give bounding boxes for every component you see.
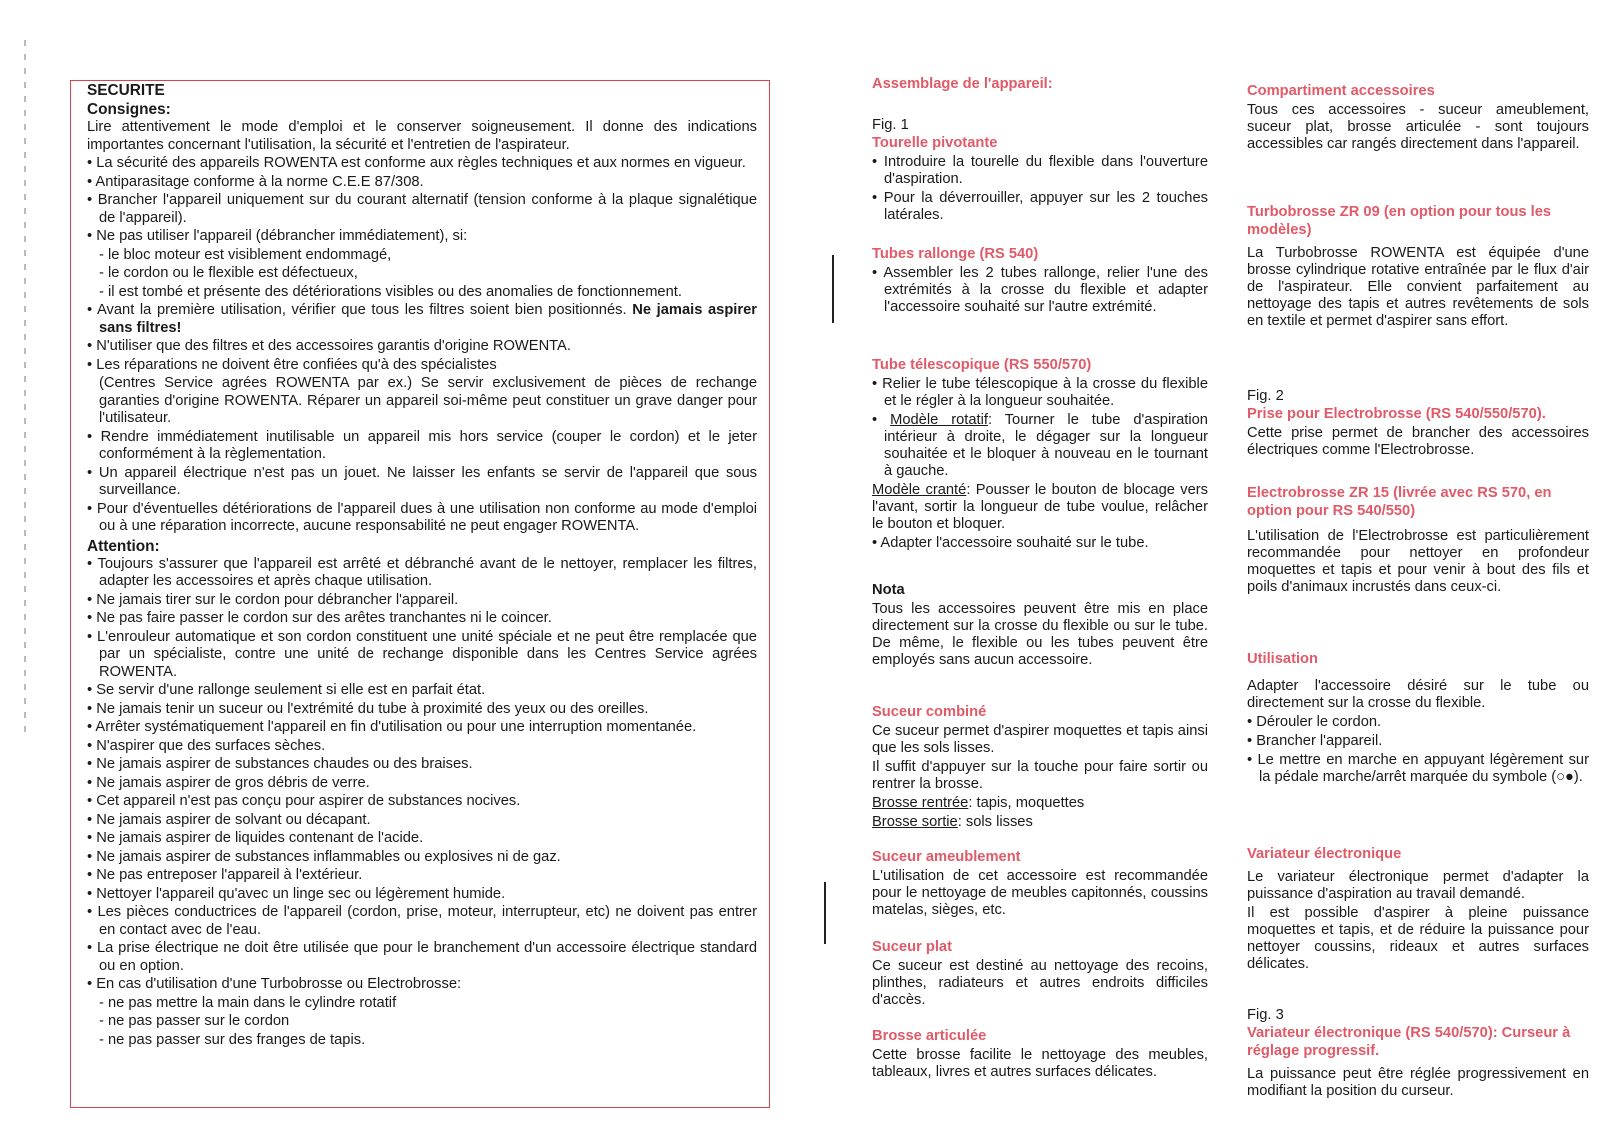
attention-item: • L'enrouleur automatique et son cordon constituent une unité spéciale et ne peut être remplacée que par un spécialiste, contre une unité de rechange disponible dans les Centres Service agrées ROWENTA. — [87, 628, 757, 680]
safety-item: • Brancher l'appareil uniquement sur du courant alternatif (tension conforme à la plaque signalétique de l'appareil). — [87, 192, 757, 226]
plat-heading: Suceur plat — [872, 939, 952, 955]
model-crante-label: Modèle cranté — [872, 482, 967, 498]
safety-item-filters: • Avant la première utilisation, vérifier que tous les filtres soient bien positionnés. Ne jamais aspirer sans filtres! — [87, 302, 757, 336]
prise-heading: Prise pour Electrobrosse (RS 540/550/570). — [1247, 406, 1546, 422]
tourelle-heading: Tourelle pivotante — [872, 135, 998, 151]
turbo-subitem: - ne pas passer sur le cordon — [99, 1013, 290, 1029]
combine-heading: Suceur combiné — [872, 704, 987, 720]
attention-item: • Ne jamais aspirer de substances inflammables ou explosives ni de gaz. — [87, 848, 561, 865]
telescopic-bullet: • Adapter l'accessoire souhaité sur le tube. — [872, 535, 1149, 551]
model-rotatif-label: Modèle rotatif — [890, 412, 988, 428]
tubes-bullet: • Assembler les 2 tubes rallonge, relier l'une des extrémités à la crosse du flexible et adapter l'accessoire souhaité sur l'autre extrémité. — [872, 265, 1208, 315]
attention-label: Attention: — [87, 537, 160, 555]
attention-item: • Les pièces conductrices de l'appareil (cordon, prise, moteur, interrupteur, etc) ne doivent pas entrer en contact avec de l'eau. — [87, 904, 757, 938]
electro-text: L'utilisation de l'Electrobrosse est particulièrement recommandée pour nettoyer en profondeur moquettes et tapis et pour venir à bout des fils et poils d'animaux incrustés dans ceux-ci. — [1247, 528, 1589, 595]
scan-edge-mark — [24, 40, 26, 740]
safety-subitem: - le bloc moteur est visiblement endommagé, — [99, 246, 392, 263]
attention-item: • Ne pas entreposer l'appareil à l'extérieur. — [87, 867, 363, 883]
safety-title: SECURITE — [87, 82, 165, 99]
attention-item: • Toujours s'assurer que l'appareil est arrêté et débranché avant de le nettoyer, remplacer les filtres, adapter les accessoires et après chaque utilisation. — [87, 555, 757, 589]
electro-heading: Electrobrosse ZR 15 (livrée avec RS 570, en option pour RS 540/550) — [1247, 485, 1552, 519]
fig1-label: Fig. 1 — [872, 117, 909, 133]
compartment-text: Tous ces accessoires - suceur ameublement, suceur plat, brosse articulée - sont toujours accessibles car rangés directement dans l'appareil. — [1247, 102, 1589, 152]
utilisation-bullet: • Le mettre en marche en appuyant légèrement sur la pédale marche/arrêt marquée du symbole (○●). — [1247, 752, 1589, 785]
attention-item: • Ne jamais aspirer de gros débris de verre. — [87, 774, 370, 791]
attention-item: • Se servir d'une rallonge seulement si elle est en parfait état. — [87, 682, 486, 698]
brosse-sortie: Brosse sortie: sols lisses — [872, 814, 1033, 830]
safety-item: • Rendre immédiatement inutilisable un appareil mis hors service (couper le cordon) et le jeter conformément à la règlementation. — [87, 428, 757, 462]
attention-item: • Ne jamais aspirer de substances chaudes ou des braises. — [87, 756, 473, 772]
variateur2-text: La puissance peut être réglée progressivement en modifiant la position du curseur. — [1247, 1066, 1589, 1099]
safety-item: • Un appareil électrique n'est pas un jouet. Ne laisser les enfants se servir de l'appareil que sous surveillance. — [87, 464, 757, 498]
fig2-label: Fig. 2 — [1247, 388, 1284, 404]
model-rotatif: • Modèle rotatif: Tourner le tube d'aspiration intérieur à droite, le dégager sur la longueur souhaitée et le bloquer à nouveau en le tournant à gauche. — [872, 412, 1208, 479]
prise-text: Cette prise permet de brancher des accessoires électriques comme l'Electrobrosse. — [1247, 425, 1589, 458]
safety-item: • Antiparasitage conforme à la norme C.E.E 87/308. — [87, 173, 424, 190]
turbo-subitem: - ne pas mettre la main dans le cylindre rotatif — [99, 994, 397, 1011]
tourelle-bullet: • Pour la déverrouiller, appuyer sur les 2 touches latérales. — [872, 190, 1208, 223]
brosse-sortie-label: Brosse sortie — [872, 814, 958, 830]
margin-bracket — [832, 255, 834, 323]
safety-item: • Ne pas utiliser l'appareil (débrancher immédiatement), si: — [87, 228, 468, 244]
attention-item: • N'aspirer que des surfaces sèches. — [87, 737, 326, 754]
ameublement-heading: Suceur ameublement — [872, 849, 1021, 865]
brosse-rentree: Brosse rentrée: tapis, moquettes — [872, 795, 1085, 811]
ameublement-text: L'utilisation de cet accessoire est recommandée pour le nettoyage de meubles capitonnés, coussins matelas, sièges, etc. — [872, 868, 1208, 918]
variateur-text: Il est possible d'aspirer à pleine puissance moquettes et tapis, et de réduire la puissance pour nettoyer coussins, rideaux et autres surfaces délicates. — [1247, 905, 1589, 972]
assembly-heading: Assemblage de l'appareil: — [872, 76, 1053, 92]
turbo-heading: Turbobrosse ZR 09 (en option pour tous les modèles) — [1247, 204, 1552, 238]
safety-item: • Les réparations ne doivent être confiées qu'à des spécialistes — [87, 356, 497, 373]
attention-item: • Arrêter systématiquement l'appareil en fin d'utilisation ou pour une interruption momentanée. — [87, 719, 697, 735]
attention-item: • La prise électrique ne doit être utilisée que pour le branchement d'un accessoire électrique standard ou en option. — [87, 940, 757, 974]
variateur-heading: Variateur électronique — [1247, 846, 1402, 862]
safety-item: • La sécurité des appareils ROWENTA est conforme aux règles techniques et aux normes en vigueur. — [87, 155, 746, 171]
attention-item: • Cet appareil n'est pas conçu pour aspirer de substances nocives. — [87, 793, 521, 809]
articulee-text: Cette brosse facilite le nettoyage des meubles, tableaux, livres et autres surfaces délicates. — [872, 1047, 1208, 1080]
safety-item: • Pour d'éventuelles détériorations de l'appareil dues à une utilisation non conforme au mode d'emploi ou à une réparation incorrecte, aucune responsabilité ne peut engager ROWENTA. — [87, 500, 757, 534]
attention-item: • Ne pas faire passer le cordon sur des arêtes tranchantes ni le coincer. — [87, 610, 552, 626]
utilisation-heading: Utilisation — [1247, 651, 1318, 667]
utilisation-bullet: • Brancher l'appareil. — [1247, 733, 1383, 749]
variateur2-heading: Variateur électronique (RS 540/570): Curseur à réglage progressif. — [1247, 1025, 1571, 1059]
plat-text: Ce suceur est destiné au nettoyage des recoins, plinthes, radiateurs et autres endroits difficiles d'accès. — [872, 958, 1208, 1008]
attention-item: • Ne jamais tenir un suceur ou l'extrémité du tube à proximité des yeux ou des oreilles. — [87, 700, 649, 717]
nota-text: Tous les accessoires peuvent être mis en place directement sur la crosse du flexible ou sur le tube. De même, le flexible ou les tubes peuvent être employés sans aucun accessoire. — [872, 601, 1208, 668]
safety-repair-continued: (Centres Service agrées ROWENTA par ex.) Se servir exclusivement de pièces de rechange garanties d'origine ROWENTA. Réparer un appareil soi-même peut constituer un grave danger pour l'utilisateur. — [99, 375, 757, 426]
combine-text: Ce suceur permet d'aspirer moquettes et tapis ainsi que les sols lisses. — [872, 723, 1208, 756]
attention-item: • Nettoyer l'appareil qu'avec un linge sec ou légèrement humide. — [87, 885, 506, 902]
articulee-heading: Brosse articulée — [872, 1028, 987, 1044]
combine-text: Il suffit d'appuyer sur la touche pour faire sortir ou rentrer la brosse. — [872, 759, 1208, 792]
attention-item: • En cas d'utilisation d'une Turbobrosse ou Electrobrosse: — [87, 976, 462, 992]
attention-item: • Ne jamais tirer sur le cordon pour débrancher l'appareil. — [87, 591, 459, 608]
consignes-label: Consignes: — [87, 101, 171, 118]
safety-subitem: - le cordon ou le flexible est défectueux, — [99, 265, 358, 281]
utilisation-text: Adapter l'accessoire désiré sur le tube ou directement sur la crosse du flexible. — [1247, 678, 1589, 711]
margin-bracket — [824, 882, 826, 944]
tubes-heading: Tubes rallonge (RS 540) — [872, 246, 1039, 262]
turbo-subitem: - ne pas passer sur des franges de tapis. — [99, 1031, 366, 1048]
attention-item: • Ne jamais aspirer de solvant ou décapant. — [87, 811, 371, 828]
safety-subitem: - il est tombé et présente des détériorations visibles ou des anomalies de fonctionnement. — [99, 283, 682, 300]
attention-item: • Ne jamais aspirer de liquides contenant de l'acide. — [87, 830, 424, 846]
filters-warning: Ne jamais aspirer sans filtres! — [99, 302, 757, 336]
turbo-text: La Turbobrosse ROWENTA est équipée d'une brosse cylindrique rotative entraînée par le flux d'air de l'aspirateur. Elle convient parfaitement au nettoyage des tapis et autres revêtements de sols en textile et permet d'aspirer sans effort. — [1247, 245, 1589, 329]
safety-section — [70, 80, 770, 1108]
model-crante: Modèle cranté: Pousser le bouton de blocage vers l'avant, sortir la longueur de tube voulue, relâcher le bouton et bloquer. — [872, 482, 1208, 532]
compartment-heading: Compartiment accessoires — [1247, 83, 1435, 99]
nota-heading: Nota — [872, 582, 905, 598]
utilisation-bullet: • Dérouler le cordon. — [1247, 714, 1382, 730]
telescopic-bullet: • Relier le tube télescopique à la crosse du flexible et le régler à la longueur souhaitée. — [872, 376, 1208, 409]
variateur-text: Le variateur électronique permet d'adapter la puissance d'aspiration au travail demandé. — [1247, 869, 1589, 902]
fig3-label: Fig. 3 — [1247, 1007, 1284, 1023]
tourelle-bullet: • Introduire la tourelle du flexible dans l'ouverture d'aspiration. — [872, 154, 1208, 187]
safety-intro: Lire attentivement le mode d'emploi et le conserver soigneusement. Il donne des indications importantes concernant l'utilisation, la sécurité et l'entretien de l'aspirateur. — [87, 119, 757, 153]
brosse-rentree-label: Brosse rentrée — [872, 795, 969, 811]
telescopic-heading: Tube télescopique (RS 550/570) — [872, 357, 1092, 373]
safety-item: • N'utiliser que des filtres et des accessoires garantis d'origine ROWENTA. — [87, 338, 571, 354]
